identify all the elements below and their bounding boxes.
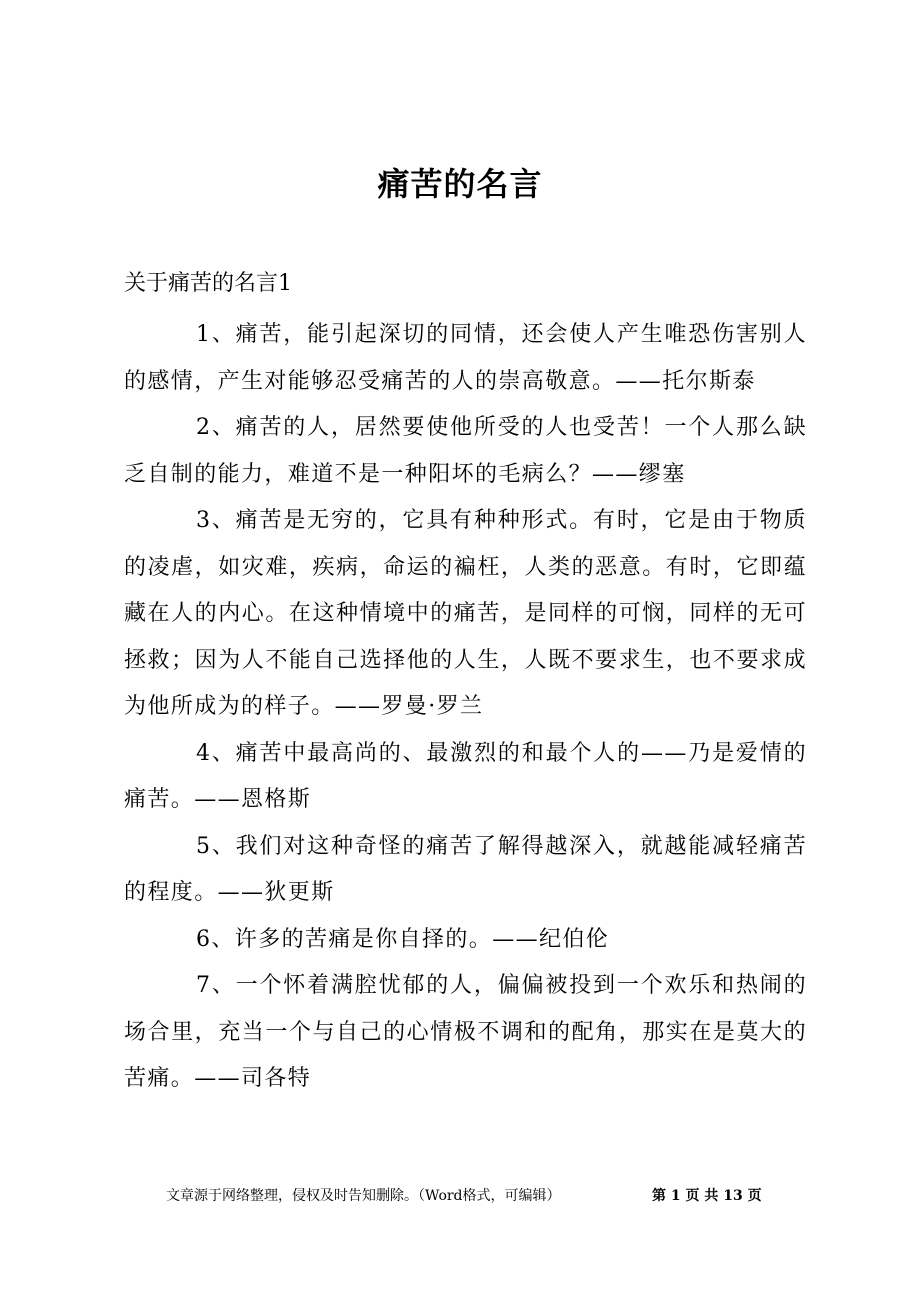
quote-paragraph: 3、痛苦是无穷的，它具有种种形式。有时，它是由于物质的凌虐，如灾难，疾病，命运的褊枉，人类的恶意。有时，它即蕴藏在人的内心。在这种情境中的痛苦，是同样的可悯，同样的无可拯救；因为人不能自己选择他的人生，人既不要求生，也不要求成为他所成为的样子。——罗曼·罗兰 [124, 508, 807, 719]
quote-paragraph: 1、痛苦，能引起深切的同情，还会使人产生唯恐伤害别人的感情，产生对能够忍受痛苦的人的崇高敬意。——托尔斯泰 [124, 322, 807, 394]
section-heading: 关于痛苦的名言1 [124, 271, 292, 296]
document-title: 痛苦的名言 [377, 165, 543, 203]
quote-paragraph: 7、一个怀着满腔忧郁的人，偏偏被投到一个欢乐和热闹的场合里，充当一个与自己的心情极不调和的配角，那实在是莫大的苦痛。——司各特 [124, 973, 807, 1091]
quote-paragraph: 5、我们对这种奇怪的痛苦了解得越深入，就越能减轻痛苦的程度。——狄更斯 [124, 833, 807, 905]
page-number: 第 1 页 共 13 页 [652, 1188, 762, 1204]
quote-paragraph: 6、许多的苦痛是你自择的。——纪伯伦 [196, 926, 610, 952]
quote-paragraph: 2、痛苦的人，居然要使他所受的人也受苦！一个人那么缺乏自制的能力，难道不是一种阳坏的毛病么？——缪塞 [124, 415, 807, 487]
quote-paragraph: 4、痛苦中最高尚的、最激烈的和最个人的——乃是爱情的痛苦。——恩格斯 [124, 740, 807, 812]
quote-list [124, 312, 807, 1103]
footer-note: 文章源于网络整理，侵权及时告知删除。（Word格式，可编辑） [166, 1188, 561, 1204]
